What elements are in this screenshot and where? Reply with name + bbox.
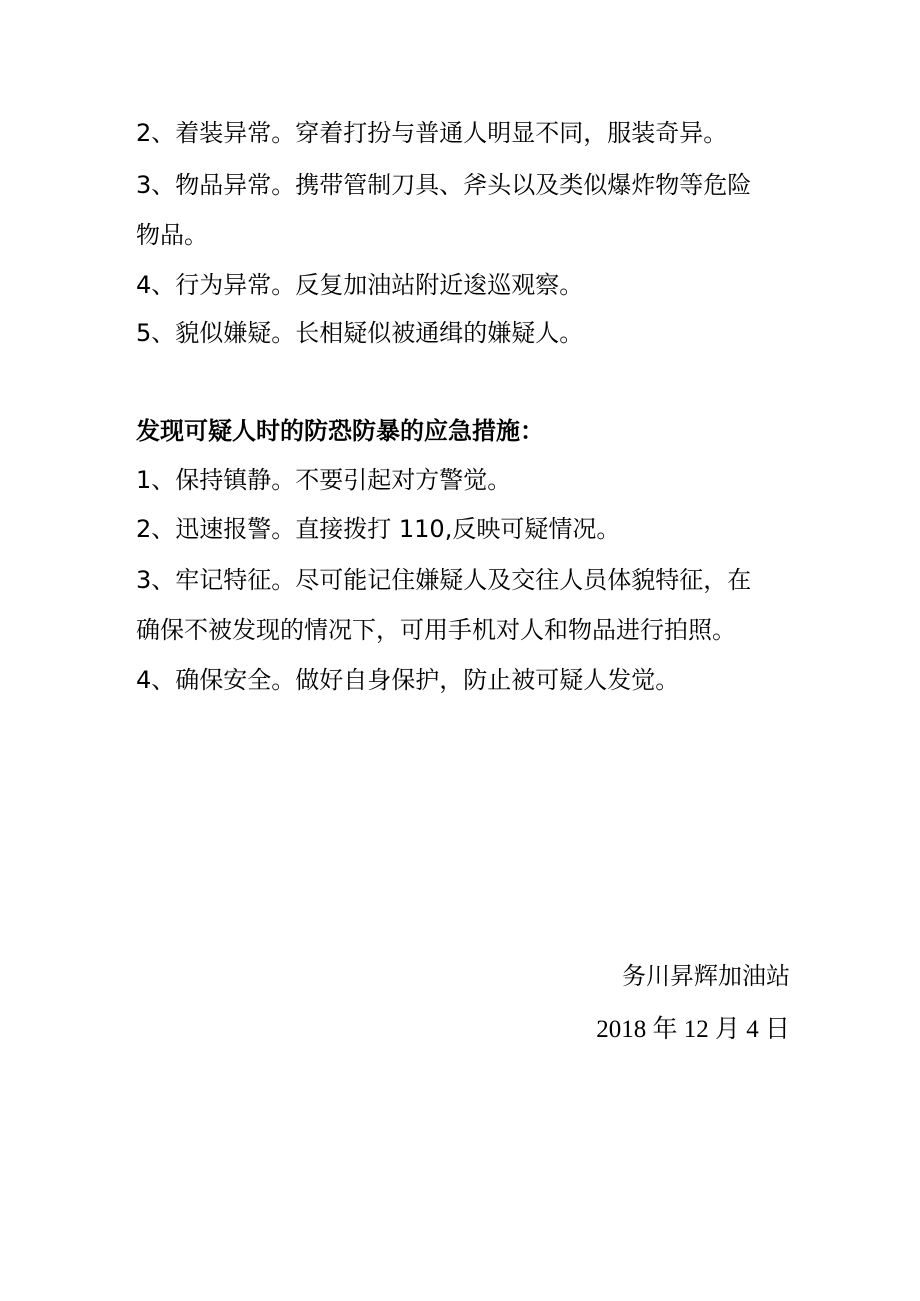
list-item: 1、保持镇静。不要引起对方警觉。: [136, 466, 512, 494]
section-heading: 发现可疑人时的防恐防暴的应急措施：: [136, 417, 544, 445]
list-item-continuation: 物品。: [136, 221, 208, 249]
signature-organization: 务川昇辉加油站: [622, 962, 790, 990]
list-item: 4、行为异常。反复加油站附近逡巡观察。: [136, 271, 584, 299]
list-item: 3、物品异常。携带管制刀具、斧头以及类似爆炸物等危险: [136, 171, 752, 199]
list-item: 2、迅速报警。直接拨打 110,反映可疑情况。: [136, 515, 621, 543]
list-item: 2、着装异常。穿着打扮与普通人明显不同，服装奇异。: [136, 119, 728, 147]
list-item: 5、貌似嫌疑。长相疑似被通缉的嫌疑人。: [136, 319, 584, 347]
list-item: 3、牢记特征。尽可能记住嫌疑人及交往人员体貌特征，在: [136, 566, 752, 594]
list-item: 4、确保安全。做好自身保护，防止被可疑人发觉。: [136, 666, 680, 694]
list-item-continuation: 确保不被发现的情况下，可用手机对人和物品进行拍照。: [136, 616, 736, 644]
signature-date: 2018 年 12 月 4 日: [596, 1016, 790, 1043]
